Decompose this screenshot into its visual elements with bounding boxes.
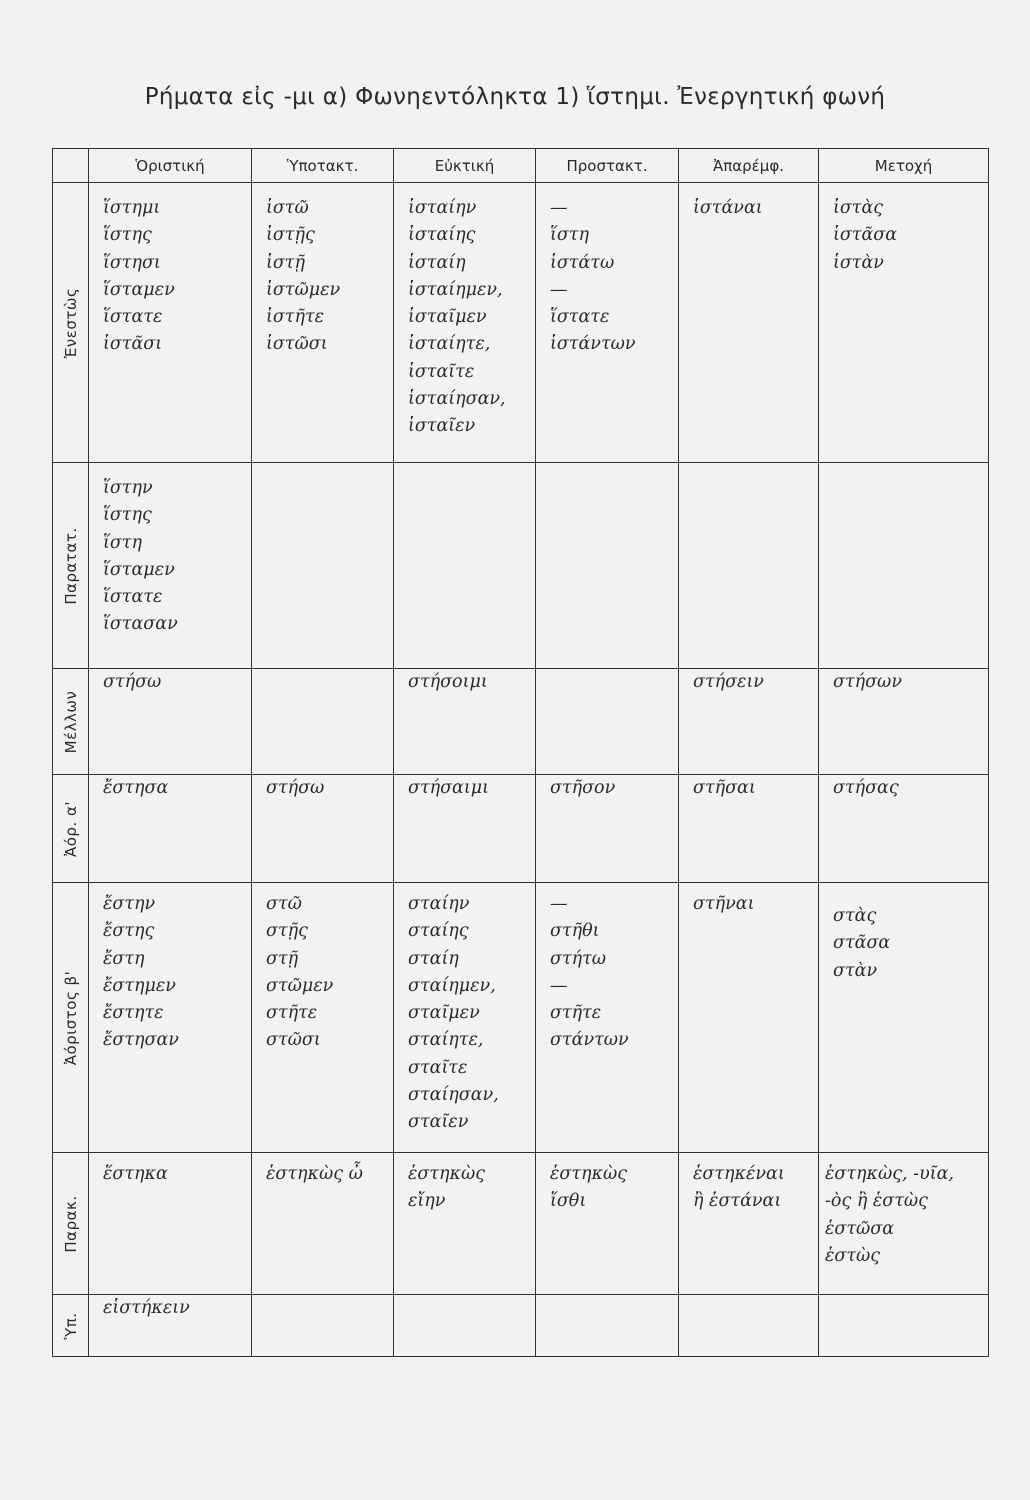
row-present <box>53 183 989 463</box>
cell-aorist-a-optative: στήσαιμι <box>394 775 536 883</box>
row-label-imperfect: Παρατατ. <box>53 463 89 669</box>
header-row <box>53 149 989 183</box>
cell-pluperfect-participle <box>819 1295 989 1357</box>
col-header-indicative: Ὁριστική <box>89 149 252 183</box>
row-pluperfect <box>53 1295 989 1357</box>
cell-pluperfect-indicative: εἱστήκειν <box>89 1295 252 1357</box>
cell-present-subjunctive: ἱστῶ ἱστῇς ἱστῇ ἱστῶμεν ἱστῆτε ἱστῶσι <box>252 183 394 463</box>
col-header-imperative: Προστακτ. <box>536 149 679 183</box>
cell-aorist-a-infinitive: στῆσαι <box>679 775 819 883</box>
row-label-aorist-b: Ἀόριστος β' <box>53 883 89 1153</box>
row-label-present: Ἐνεστὼς <box>53 183 89 463</box>
cell-imperfect-indicative: ἵστην ἵστης ἵστη ἵσταμεν ἵστατε ἵστασαν <box>89 463 252 669</box>
cell-aorist-a-imperative: στῆσον <box>536 775 679 883</box>
row-label-aorist-a: Ἀόρ. α' <box>53 775 89 883</box>
cell-imperfect-participle <box>819 463 989 669</box>
cell-present-optative: ἱσταίην ἱσταίης ἱσταίη ἱσταίημεν, ἱσταῖμεν ἱσταίητε, ἱσταῖτε ἱσταίησαν, ἱσταῖεν <box>394 183 536 463</box>
row-perfect <box>53 1153 989 1295</box>
cell-perfect-optative: ἑστηκὼς εἴην <box>394 1153 536 1295</box>
cell-future-subjunctive <box>252 669 394 775</box>
row-label-future: Μέλλων <box>53 669 89 775</box>
cell-aorist-a-subjunctive: στήσω <box>252 775 394 883</box>
cell-perfect-subjunctive: ἑστηκὼς ὦ <box>252 1153 394 1295</box>
row-future <box>53 669 989 775</box>
col-header-infinitive: Ἀπαρέμφ. <box>679 149 819 183</box>
cell-perfect-participle: ἑστηκὼς, -υῖα, -ὸς ἢ ἑστὼς ἑστῶσα ἑστὼς <box>819 1153 989 1295</box>
cell-aorist-a-participle: στήσας <box>819 775 989 883</box>
cell-future-optative: στήσοιμι <box>394 669 536 775</box>
row-label-perfect: Παρακ. <box>53 1153 89 1295</box>
cell-future-infinitive: στήσειν <box>679 669 819 775</box>
cell-aorist-b-indicative: ἔστην ἔστης ἔστη ἔστημεν ἔστητε ἔστησαν <box>89 883 252 1153</box>
cell-imperfect-optative <box>394 463 536 669</box>
cell-pluperfect-imperative <box>536 1295 679 1357</box>
col-header-subjunctive: Ὑποτακτ. <box>252 149 394 183</box>
cell-perfect-indicative: ἕστηκα <box>89 1153 252 1295</box>
cell-aorist-b-optative: σταίην σταίης σταίη σταίημεν, σταῖμεν σταίητε, σταῖτε σταίησαν, σταῖεν <box>394 883 536 1153</box>
cell-aorist-b-imperative: — στῆθι στήτω — στῆτε στάντων <box>536 883 679 1153</box>
cell-present-infinitive: ἱστάναι <box>679 183 819 463</box>
row-imperfect <box>53 463 989 669</box>
cell-present-imperative: — ἵστη ἱστάτω — ἵστατε ἱστάντων <box>536 183 679 463</box>
cell-imperfect-imperative <box>536 463 679 669</box>
cell-imperfect-infinitive <box>679 463 819 669</box>
cell-aorist-b-subjunctive: στῶ στῇς στῇ στῶμεν στῆτε στῶσι <box>252 883 394 1153</box>
cell-pluperfect-subjunctive <box>252 1295 394 1357</box>
cell-future-imperative <box>536 669 679 775</box>
cell-pluperfect-infinitive <box>679 1295 819 1357</box>
row-aorist-a <box>53 775 989 883</box>
page-title: Ρήματα εἰς -μι α) Φωνηεντόληκτα 1) ἵστημι. Ἐνεργητική φωνή <box>144 84 886 110</box>
cell-aorist-b-participle: στὰς στᾶσα στὰν <box>819 883 989 1153</box>
cell-perfect-imperative: ἑστηκὼς ἴσθι <box>536 1153 679 1295</box>
col-header-optative: Εὐκτική <box>394 149 536 183</box>
cell-present-participle: ἱστὰς ἱστᾶσα ἱστὰν <box>819 183 989 463</box>
cell-perfect-infinitive: ἑστηκέναι ἢ ἑστάναι <box>679 1153 819 1295</box>
cell-future-indicative: στήσω <box>89 669 252 775</box>
col-header-participle: Μετοχή <box>819 149 989 183</box>
cell-present-indicative: ἵστημι ἵστης ἵστησι ἵσταμεν ἵστατε ἱστᾶσι <box>89 183 252 463</box>
cell-pluperfect-optative <box>394 1295 536 1357</box>
cell-imperfect-subjunctive <box>252 463 394 669</box>
row-label-pluperfect: Ὑπ. <box>53 1295 89 1357</box>
row-aorist-b <box>53 883 989 1153</box>
corner-cell <box>53 149 89 183</box>
cell-aorist-a-indicative: ἔστησα <box>89 775 252 883</box>
cell-aorist-b-infinitive: στῆναι <box>679 883 819 1153</box>
cell-future-participle: στήσων <box>819 669 989 775</box>
conjugation-table <box>52 148 989 1357</box>
